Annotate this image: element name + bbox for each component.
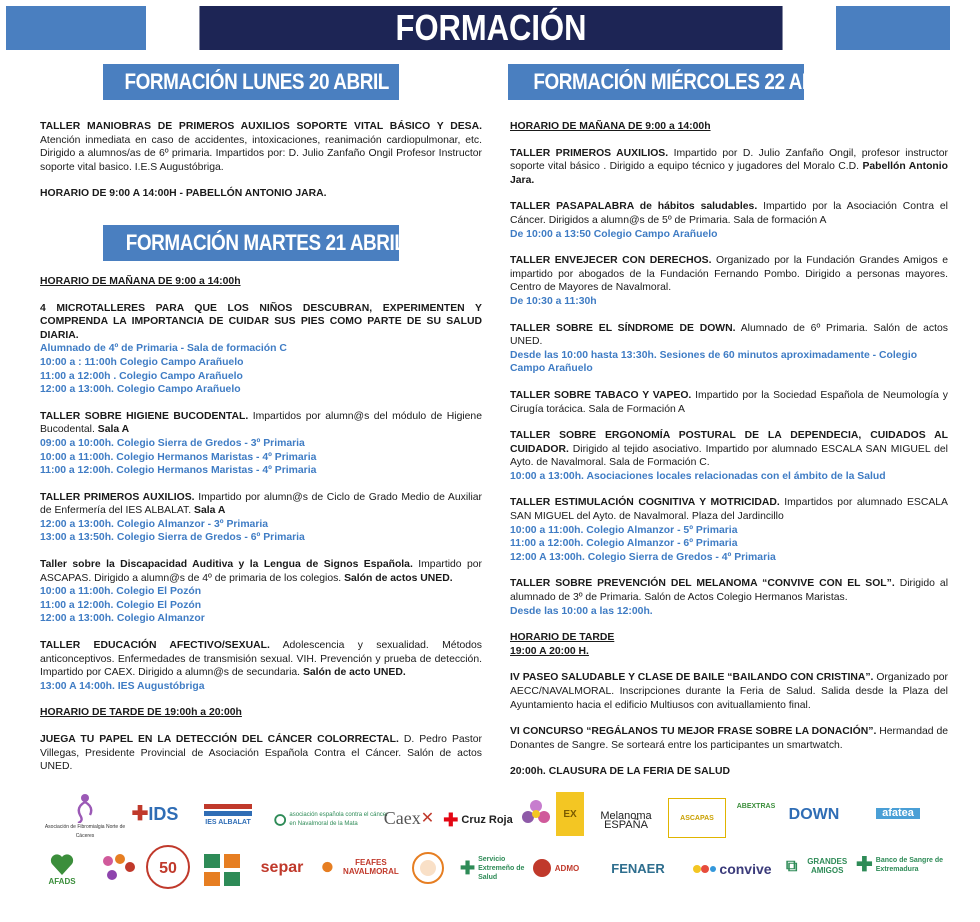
session-line: 10:00 a 11:00h. Colegio El Pozón [40, 586, 202, 598]
top-band-right [836, 6, 950, 50]
taller-envejecer-con-derechos: TALLER ENVEJECER CON DERECHOS. Organizado por la Fundación Grandes Amigos e impartido por abogados de la Fundación Fernando Pombo. Dirigido a personas mayores. Centro de Mayores de Navalmoral. [510, 255, 948, 294]
session-line: 11:00 a 12:00h. Colegio Almanzor - 6º Primaria [510, 538, 738, 550]
logo-ies-albalat: IES ALBALAT [196, 796, 260, 832]
session-line: Desde las 10:00 a las 12:00h. [510, 605, 653, 617]
session-line: 12:00 a 13:00h. Colegio Campo Arañuelo [40, 384, 241, 396]
sponsor-logos [40, 792, 950, 912]
logo-separ: separ [260, 858, 304, 876]
dots-color-icon [692, 862, 716, 876]
session-line: 10:00 a 11:00h. Colegio Almanzor - 5º Primaria [510, 524, 738, 536]
session-line: Alumnado de 4º de Primaria - Sala de formación C [40, 343, 287, 355]
horario-manana-miercoles: HORARIO DE MAÑANA DE 9:00 a 14:00h [510, 121, 711, 132]
column-right [510, 120, 948, 779]
logo-fibromialgia: Asociación de Fibromialgia Norte de Cáceres [40, 792, 130, 842]
logo-afatea: afatea [856, 798, 940, 828]
horario-tarde-martes: HORARIO DE TARDE DE 19:00h a 20:00h [40, 707, 242, 719]
paseo-saludable: IV PASEO SALUDABLE Y CLASE DE BAILE “BAILANDO CON CRISTINA”. Organizado por AECC/NAVALMORAL. Inscripciones durante la Feria de Salud. Salida desde la Plaza del Ayuntamiento hacia el edificio Multiusos con avituallamiento final. [510, 672, 948, 711]
logo-circle [408, 848, 448, 888]
logo-feafes: FEAFES NAVALMORAL [320, 852, 404, 882]
concurso-frase-donacion: VI CONCURSO “REGÁLANOS TU MEJOR FRASE SOBRE LA DONACIÓN”. Hermandad de Donantes de Sangre. Se sorteará entre los participantes un smartwatch. [510, 726, 949, 751]
session-line: 13:00 A 14:00h. IES Augustóbriga [40, 680, 205, 692]
logo-ascapas: ASCAPAS [668, 798, 726, 838]
taller-sindrome-down: TALLER SOBRE EL SÍNDROME DE DOWN. Alumnado de 6º Primaria. Salón de actos UNED. [510, 322, 948, 348]
logo-caex: Caex ✕ [383, 807, 435, 828]
taller-primeros-auxilios-miercoles: TALLER PRIMEROS AUXILIOS. Impartido por D. Julio Zanfaño Ongil, profesor instructor soporte vital básico . Dirigido a equipo técnico y jugadores del Moralo C.D. Pabellón Antonio Jara. [510, 147, 948, 186]
taller-estimulacion-cognitiva: TALLER ESTIMULACIÓN COGNITIVA Y MOTRICIDAD. Impartidos por alumnado ESCALA SAN MIGUEL del Ayto. de Navalmoral. Plaza del Jardincillo [510, 497, 948, 523]
session-line: 10:00 a 11:00h. Colegio Hermanos Maristas - 4º Primaria [40, 451, 317, 463]
logo-melanoma: Melanoma ESPAÑA [600, 810, 652, 831]
aecc-icon [274, 810, 286, 830]
column-left [40, 120, 482, 774]
logo-cruz-roja: ✚ Cruz Roja [443, 809, 513, 830]
horario-tarde-miercoles: HORARIO DE TARDE [510, 632, 615, 644]
logo-down: DOWN [788, 805, 840, 823]
sun-icon [320, 857, 335, 877]
session-line: 13:00 a 13:50h. Colegio Sierra de Gredos - 6º Primaria [40, 532, 305, 544]
heart-icon [49, 851, 75, 877]
badge-icon [145, 844, 191, 890]
logo-ses: ✚ Servicio Extremeño de Salud [460, 855, 525, 881]
clausura: 20:00h. CLAUSURA DE LA FERIA DE SALUD [510, 766, 730, 778]
session-line: 11:00 a 12:00h. Colegio El Pozón [40, 599, 202, 611]
taller-discapacidad-auditiva: Taller sobre la Discapacidad Auditiva y la Lengua de Signos Española. Impartido por ASCAPAS. Dirigido a alumn@s de 4º de primaria de los colegios. Salón de actos UNED. [40, 559, 482, 584]
session-line: 11:00 a 12:00h . Colegio Campo Arañuelo [40, 370, 243, 382]
drop-icon [531, 857, 553, 879]
logo-grandes-amigos: ⧉ GRANDES AMIGOS [786, 857, 848, 875]
section-header-miercoles: FORMACIÓN MIÉRCOLES 22 ABRIL [508, 64, 804, 100]
fp-icon [202, 852, 242, 888]
logo-flower [514, 792, 558, 836]
taller-ergonomia-postural: TALLER SOBRE ERGONOMÍA POSTURAL DE LA DEPENDECIA, CUIDADOS AL CUIDADOR. Dirigido al tejido asociativo. Impartido por alumnado ESCALA SAN MIGUEL del Ayto. de Navalmoral. Sala de Formación C. [510, 430, 948, 469]
figure-icon [72, 793, 98, 823]
session-line: 12:00 a 13:00h. Colegio Almanzor [40, 613, 205, 625]
top-band-left [6, 6, 146, 50]
taller-tabaco-vapeo: TALLER SOBRE TABACO Y VAPEO. Impartido por la Sociedad Española de Neumología y Cirugía torácica. Sala de Formación A [510, 389, 948, 415]
logo-abextras: ABEXTRAS [736, 802, 776, 810]
session-line: 09:00 a 10:00h. Colegio Sierra de Gredos - 3º Primaria [40, 437, 305, 449]
taller-higiene-bucodental: TALLER SOBRE HIGIENE BUCODENTAL. Impartidos por alumn@s del módulo de Higiene Bucodental. Sala A [40, 410, 482, 436]
session-line: De 10:00 a 13:50 Colegio Campo Arañuelo [510, 228, 718, 240]
taller-cancer-colorrectal: JUEGA TU PAPEL EN LA DETECCIÓN DEL CÁNCER COLORRECTAL. D. Pedro Pastor Villegas, Presidente Provincial de Asociación Española Contra el Cáncer. Salón de actos UNED. [40, 734, 482, 773]
section-header-lunes: FORMACIÓN LUNES 20 ABRIL [103, 64, 399, 100]
logo-convive: convive [684, 854, 780, 884]
logo-fp [200, 850, 244, 890]
session-line: 10:00 a : 11:00h Colegio Campo Arañuelo [40, 356, 244, 368]
logo-50-aniversario [142, 842, 194, 892]
building-icon [202, 802, 254, 818]
taller-primeros-auxilios-martes: TALLER PRIMEROS AUXILIOS. Impartido por alumn@s de Ciclo de Grado Medio de Auxiliar de Enfermería del IES ALBALAT. Sala A [40, 491, 483, 517]
horario-tarde-hora: 19:00 A 20:00 H. [510, 645, 589, 657]
svg-text:50: 50 [159, 860, 177, 877]
logo-admo: ADMO [526, 850, 584, 886]
logo-ids: ✚ IDS [131, 802, 179, 825]
dots-icon [100, 853, 136, 883]
session-line: 12:00 a 13:00h. Colegio Almanzor - 3º Primaria [40, 518, 269, 530]
circle-seal-icon [410, 850, 446, 886]
session-line: 12:00 A 13:00h. Colegio Sierra de Gredos - 4º Primaria [510, 551, 776, 563]
session-line: 11:00 a 12:00h. Colegio Hermanos Maristas - 4º Primaria [40, 465, 317, 477]
horario-lunes: HORARIO DE 9:00 A 14:00H - PABELLÓN ANTONIO JARA. [40, 188, 327, 200]
taller-prevencion-melanoma: TALLER SOBRE PREVENCIÓN DEL MELANOMA “CONVIVE CON EL SOL”. Dirigido al alumnado de 3º de Primaria. Salón de Actos Colegio Hermanos Maristas. [510, 578, 948, 604]
logo-banco-sangre: ✚ Banco de Sangre de Extremadura [856, 853, 944, 876]
logo-afads: AFADS [40, 844, 84, 892]
session-line: Desde las 10:00 hasta 13:30h. Sesiones de 60 minutos aproximadamente - Colegio Campo Arañuelo [510, 349, 918, 375]
taller-pasapalabra: TALLER PASAPALABRA de hábitos saludables. Impartido por la Asociación Contra el Cáncer. Dirigidos a alumn@s de 5º de Primaria. Sala de formación A [510, 201, 948, 226]
flower-icon [519, 797, 553, 831]
taller-microtalleres: 4 MICROTALLERES PARA QUE LOS NIÑOS DESCUBRAN, EXPERIMENTEN Y COMPRENDA LA IMPORTANCIA DE CUIDAR SUS PIES COMO PARTE DE SU SALUD DIARIA. [40, 302, 482, 341]
taller-lunes-primeros-auxilios: TALLER MANIOBRAS DE PRIMEROS AUXILIOS SOPORTE VITAL BÁSICO Y DESA. Atención inmediata en caso de accidentes, intoxicaciones, reanimación cardiopulmonar, etc. Dirigido a alumnos/as de 6º primaria. Impartidos por: D. Julio Zanfaño Ongil Profesor Instructor soporte vital basico. I.E.S Augustóbriga. [40, 121, 482, 173]
taller-educacion-afectivo-sexual: TALLER EDUCACIÓN AFECTIVO/SEXUAL. Adolescencia y sexualidad. Métodos anticonceptivos. Enfermedades de transmisión sexual. VIH. Prevención y prueba de detección. Impartido por CAEX. Dirigido a alumn@s de secundaria. Salón de acto UNED. [40, 640, 482, 679]
section-header-martes: FORMACIÓN MARTES 21 ABRIL [103, 225, 399, 261]
session-line: 10:00 a 13:00h. Asociaciones locales relacionadas con el ámbito de la Salud [510, 470, 886, 482]
logo-fenaer: FENAER [611, 860, 665, 876]
logo-aecc: asociación española contra el cáncer en Navalmoral de la Mata [274, 806, 394, 834]
logo-dots [96, 850, 140, 886]
logo-ex: EX [556, 792, 584, 836]
horario-manana-martes: HORARIO DE MAÑANA DE 9:00 a 14:00h [40, 275, 241, 287]
page-title: FORMACIÓN [199, 6, 782, 50]
session-line: De 10:30 a 11:30h [510, 295, 597, 307]
